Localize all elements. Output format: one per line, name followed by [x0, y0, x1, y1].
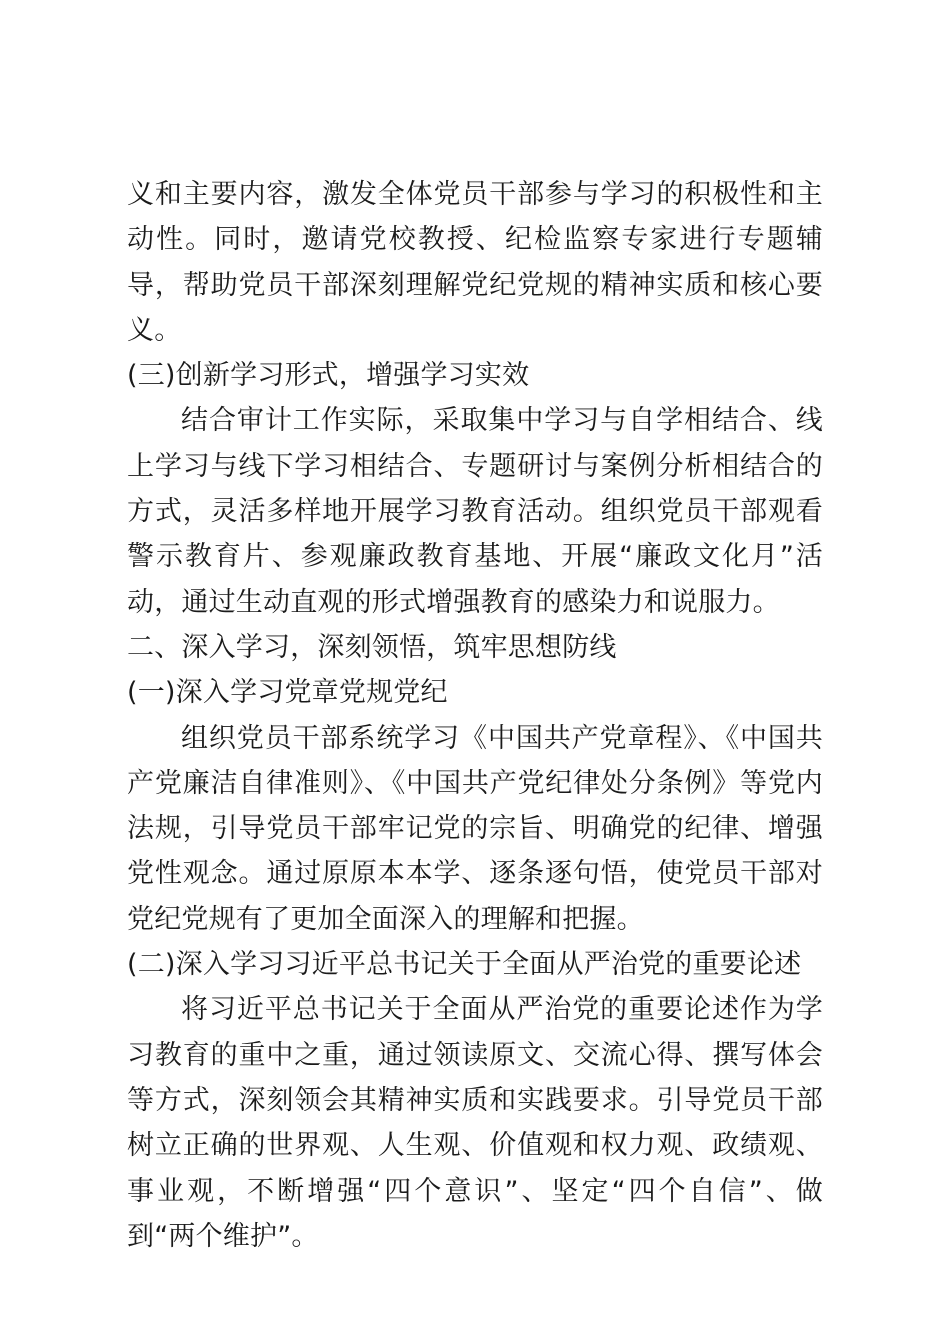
subheading-3: (三)创新学习形式，增强学习实效: [127, 360, 530, 392]
subheading-2: (二)深入学习习近平总书记关于全面从严治党的重要论述: [127, 949, 802, 981]
subheading-1: (一)深入学习党章党规党纪: [127, 677, 448, 709]
document-body: [127, 172, 823, 1259]
section-heading-2: 二、深入学习，深刻领悟，筑牢思想防线: [127, 631, 617, 663]
paragraph-continued: 义和主要内容，激发全体党员干部参与学习的积极性和主动性。同时，邀请党校教授、纪检监察专家进行专题辅导，帮助党员干部深刻理解党纪党规的精神实质和核心要义。: [127, 179, 823, 346]
paragraph: 将习近平总书记关于全面从严治党的重要论述作为学习教育的重中之重，通过领读原文、交流心得、撰写体会等方式，深刻领会其精神实质和实践要求。引导党员干部树立正确的世界观、人生观、价值观和权力观、政绩观、事业观，不断增强“四个意识”、坚定“四个自信”、做到“两个维护”。: [127, 994, 823, 1252]
paragraph: 组织党员干部系统学习《中国共产党章程》、《中国共产党廉洁自律准则》、《中国共产党纪律处分条例》等党内法规，引导党员干部牢记党的宗旨、明确党的纪律、增强党性观念。通过原原本本学、逐条逐句悟，使党员干部对党纪党规有了更加全面深入的理解和把握。: [127, 722, 823, 935]
paragraph: 结合审计工作实际，采取集中学习与自学相结合、线上学习与线下学习相结合、专题研讨与案例分析相结合的方式，灵活多样地开展学习教育活动。组织党员干部观看警示教育片、参观廉政教育基地、开展“廉政文化月”活动，通过生动直观的形式增强教育的感染力和说服力。: [127, 405, 823, 618]
